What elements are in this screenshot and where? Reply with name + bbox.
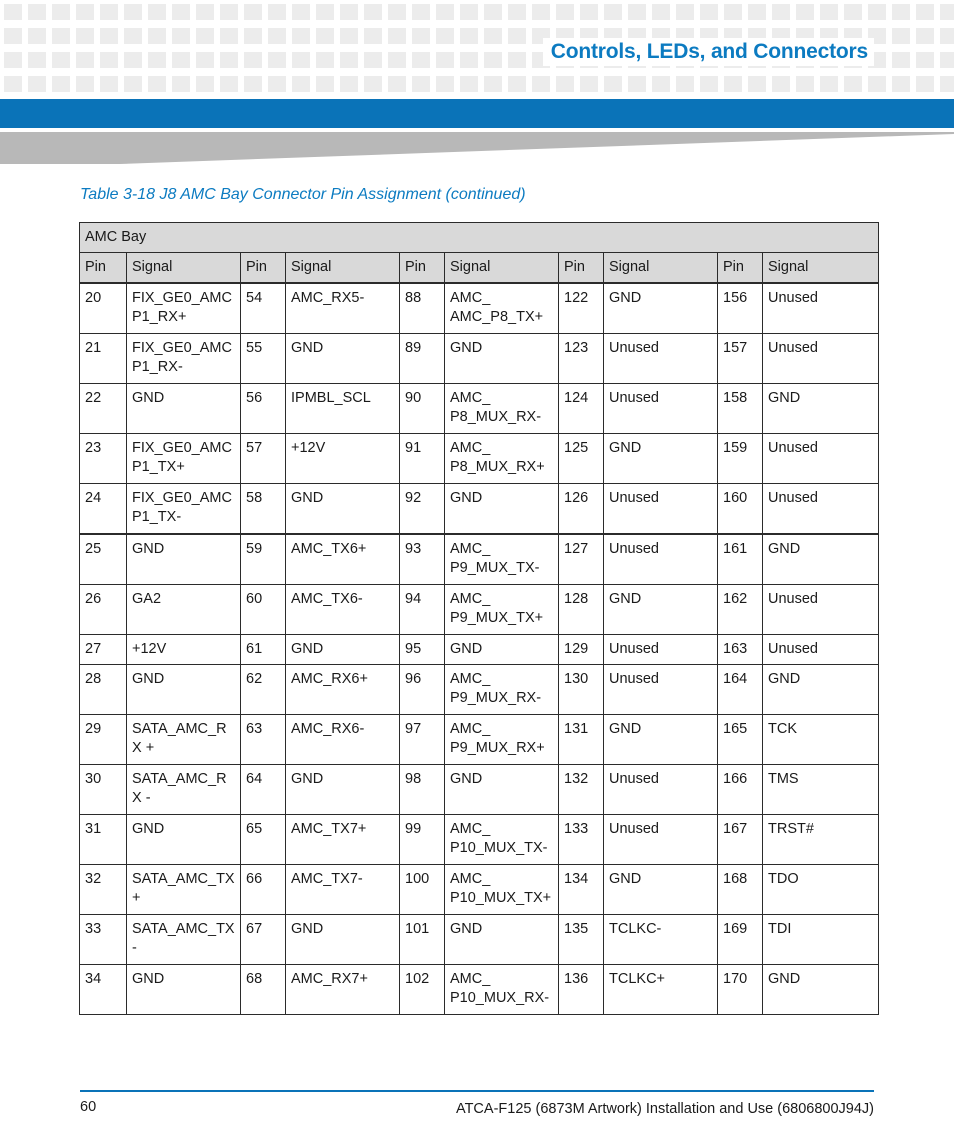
signal-cell: GND [604, 715, 718, 765]
column-header-signal: Signal [763, 253, 879, 284]
header-band [0, 99, 954, 128]
pin-cell: 162 [718, 585, 763, 635]
signal-cell: GND [127, 965, 241, 1015]
pin-cell: 30 [80, 765, 127, 815]
pin-cell: 57 [241, 434, 286, 484]
signal-cell: Unused [763, 585, 879, 635]
pin-cell: 89 [400, 334, 445, 384]
pin-cell: 134 [559, 865, 604, 915]
pin-cell: 28 [80, 665, 127, 715]
signal-cell: AMC_TX7- [286, 865, 400, 915]
signal-cell: TCLKC+ [604, 965, 718, 1015]
signal-cell: FIX_GE0_AMC P1_TX- [127, 484, 241, 535]
signal-cell: AMC_ AMC_P8_TX+ [445, 283, 559, 334]
table-caption: Table 3-18 J8 AMC Bay Connector Pin Assignment (continued) [80, 186, 526, 203]
pin-cell: 94 [400, 585, 445, 635]
column-header-signal: Signal [604, 253, 718, 284]
column-header-signal: Signal [127, 253, 241, 284]
pin-cell: 55 [241, 334, 286, 384]
signal-cell: AMC_ P9_MUX_RX+ [445, 715, 559, 765]
column-header-pin: Pin [559, 253, 604, 284]
signal-cell: AMC_ P10_MUX_RX- [445, 965, 559, 1015]
pin-cell: 164 [718, 665, 763, 715]
pin-cell: 65 [241, 815, 286, 865]
table-row [80, 534, 879, 585]
table-row [80, 484, 879, 535]
signal-cell: AMC_TX6- [286, 585, 400, 635]
pin-cell: 88 [400, 283, 445, 334]
pin-cell: 100 [400, 865, 445, 915]
signal-cell: GND [286, 915, 400, 965]
pin-cell: 34 [80, 965, 127, 1015]
table-row [80, 965, 879, 1015]
signal-cell: AMC_RX7+ [286, 965, 400, 1015]
table-row [80, 283, 879, 334]
signal-cell: GND [127, 534, 241, 585]
pin-cell: 33 [80, 915, 127, 965]
signal-cell: Unused [604, 484, 718, 535]
pin-cell: 124 [559, 384, 604, 434]
pin-cell: 22 [80, 384, 127, 434]
pin-cell: 135 [559, 915, 604, 965]
signal-cell: GND [127, 384, 241, 434]
table-body [80, 283, 879, 1015]
signal-cell: AMC_ P10_MUX_TX+ [445, 865, 559, 915]
signal-cell: GND [286, 765, 400, 815]
signal-cell: Unused [604, 635, 718, 665]
signal-cell: GND [445, 915, 559, 965]
signal-cell: GND [286, 484, 400, 535]
table-row [80, 585, 879, 635]
column-header-pin: Pin [241, 253, 286, 284]
pin-cell: 168 [718, 865, 763, 915]
pin-cell: 56 [241, 384, 286, 434]
pin-cell: 170 [718, 965, 763, 1015]
pin-cell: 167 [718, 815, 763, 865]
pin-cell: 64 [241, 765, 286, 815]
signal-cell: GND [763, 965, 879, 1015]
signal-cell: TMS [763, 765, 879, 815]
signal-cell: GND [604, 865, 718, 915]
pin-cell: 102 [400, 965, 445, 1015]
pin-cell: 159 [718, 434, 763, 484]
pin-cell: 156 [718, 283, 763, 334]
pin-cell: 59 [241, 534, 286, 585]
signal-cell: GND [445, 334, 559, 384]
page-title: Controls, LEDs, and Connectors [543, 38, 874, 66]
pin-cell: 125 [559, 434, 604, 484]
pin-cell: 93 [400, 534, 445, 585]
signal-cell: Unused [763, 283, 879, 334]
signal-cell: SATA_AMC_TX + [127, 865, 241, 915]
signal-cell: AMC_ P10_MUX_TX- [445, 815, 559, 865]
signal-cell: GND [445, 765, 559, 815]
signal-cell: SATA_AMC_RX + [127, 715, 241, 765]
column-header-signal: Signal [445, 253, 559, 284]
pin-cell: 122 [559, 283, 604, 334]
pin-cell: 92 [400, 484, 445, 535]
pin-cell: 157 [718, 334, 763, 384]
pin-cell: 136 [559, 965, 604, 1015]
signal-cell: FIX_GE0_AMC P1_RX+ [127, 283, 241, 334]
pin-cell: 91 [400, 434, 445, 484]
pin-cell: 24 [80, 484, 127, 535]
signal-cell: GND [763, 384, 879, 434]
signal-cell: GND [604, 585, 718, 635]
signal-cell: AMC_ P9_MUX_RX- [445, 665, 559, 715]
pin-cell: 95 [400, 635, 445, 665]
signal-cell: Unused [763, 635, 879, 665]
signal-cell: TDO [763, 865, 879, 915]
pin-cell: 62 [241, 665, 286, 715]
pin-cell: 126 [559, 484, 604, 535]
table-row [80, 915, 879, 965]
table-row [80, 865, 879, 915]
signal-cell: AMC_RX6- [286, 715, 400, 765]
signal-cell: AMC_ P9_MUX_TX+ [445, 585, 559, 635]
pin-assignment-table [79, 222, 879, 1015]
column-header-pin: Pin [718, 253, 763, 284]
signal-cell: GND [604, 434, 718, 484]
pin-cell: 169 [718, 915, 763, 965]
pin-cell: 133 [559, 815, 604, 865]
table-row [80, 765, 879, 815]
signal-cell: Unused [604, 765, 718, 815]
pin-cell: 67 [241, 915, 286, 965]
table-row [80, 384, 879, 434]
signal-cell: Unused [763, 434, 879, 484]
signal-cell: +12V [127, 635, 241, 665]
signal-cell: AMC_TX7+ [286, 815, 400, 865]
pin-cell: 96 [400, 665, 445, 715]
pin-cell: 130 [559, 665, 604, 715]
pin-cell: 129 [559, 635, 604, 665]
pin-cell: 166 [718, 765, 763, 815]
signal-cell: GND [127, 815, 241, 865]
pin-cell: 165 [718, 715, 763, 765]
signal-cell: Unused [604, 815, 718, 865]
pin-cell: 63 [241, 715, 286, 765]
signal-cell: GND [286, 334, 400, 384]
signal-cell: FIX_GE0_AMC P1_RX- [127, 334, 241, 384]
signal-cell: Unused [763, 484, 879, 535]
signal-cell: IPMBL_SCL [286, 384, 400, 434]
pin-cell: 21 [80, 334, 127, 384]
signal-cell: AMC_TX6+ [286, 534, 400, 585]
signal-cell: Unused [604, 334, 718, 384]
column-header-pin: Pin [400, 253, 445, 284]
pin-cell: 27 [80, 635, 127, 665]
signal-cell: GND [127, 665, 241, 715]
pin-cell: 99 [400, 815, 445, 865]
pin-cell: 98 [400, 765, 445, 815]
pin-cell: 31 [80, 815, 127, 865]
pin-cell: 101 [400, 915, 445, 965]
signal-cell: SATA_AMC_TX - [127, 915, 241, 965]
table-row [80, 334, 879, 384]
pin-cell: 32 [80, 865, 127, 915]
column-header-signal: Signal [286, 253, 400, 284]
signal-cell: AMC_RX6+ [286, 665, 400, 715]
pin-cell: 54 [241, 283, 286, 334]
pin-cell: 160 [718, 484, 763, 535]
table-row [80, 434, 879, 484]
pin-cell: 61 [241, 635, 286, 665]
signal-cell: +12V [286, 434, 400, 484]
pin-cell: 163 [718, 635, 763, 665]
signal-cell: GND [445, 635, 559, 665]
footer-rule [80, 1090, 874, 1092]
pin-cell: 132 [559, 765, 604, 815]
table-row [80, 635, 879, 665]
signal-cell: GND [604, 283, 718, 334]
signal-cell: Unused [604, 384, 718, 434]
pin-cell: 127 [559, 534, 604, 585]
signal-cell: GND [445, 484, 559, 535]
pin-cell: 29 [80, 715, 127, 765]
signal-cell: Unused [763, 334, 879, 384]
pin-cell: 68 [241, 965, 286, 1015]
pin-cell: 66 [241, 865, 286, 915]
signal-cell: FIX_GE0_AMC P1_TX+ [127, 434, 241, 484]
pin-cell: 123 [559, 334, 604, 384]
signal-cell: GA2 [127, 585, 241, 635]
signal-cell: AMC_ P8_MUX_RX- [445, 384, 559, 434]
pin-cell: 90 [400, 384, 445, 434]
document-title: ATCA-F125 (6873M Artwork) Installation and Use (6806800J94J) [455, 1101, 874, 1117]
signal-cell: SATA_AMC_RX - [127, 765, 241, 815]
header-swoosh [0, 128, 954, 164]
signal-cell: TCK [763, 715, 879, 765]
signal-cell: AMC_ P9_MUX_TX- [445, 534, 559, 585]
signal-cell: Unused [604, 665, 718, 715]
table-row [80, 815, 879, 865]
pin-cell: 20 [80, 283, 127, 334]
signal-cell: TDI [763, 915, 879, 965]
signal-cell: AMC_RX5- [286, 283, 400, 334]
column-header-pin: Pin [80, 253, 127, 284]
pin-cell: 58 [241, 484, 286, 535]
pin-cell: 131 [559, 715, 604, 765]
signal-cell: TCLKC- [604, 915, 718, 965]
pin-cell: 97 [400, 715, 445, 765]
pin-cell: 161 [718, 534, 763, 585]
signal-cell: GND [763, 534, 879, 585]
table-row [80, 665, 879, 715]
signal-cell: GND [286, 635, 400, 665]
pin-cell: 128 [559, 585, 604, 635]
pin-cell: 26 [80, 585, 127, 635]
table-row [80, 715, 879, 765]
signal-cell: TRST# [763, 815, 879, 865]
page-number: 60 [80, 1099, 97, 1115]
signal-cell: AMC_ P8_MUX_RX+ [445, 434, 559, 484]
pin-cell: 23 [80, 434, 127, 484]
pin-cell: 60 [241, 585, 286, 635]
pin-cell: 25 [80, 534, 127, 585]
signal-cell: GND [763, 665, 879, 715]
signal-cell: Unused [604, 534, 718, 585]
table-group-header: AMC Bay [80, 223, 879, 253]
pin-cell: 158 [718, 384, 763, 434]
table-header-row [80, 253, 879, 284]
